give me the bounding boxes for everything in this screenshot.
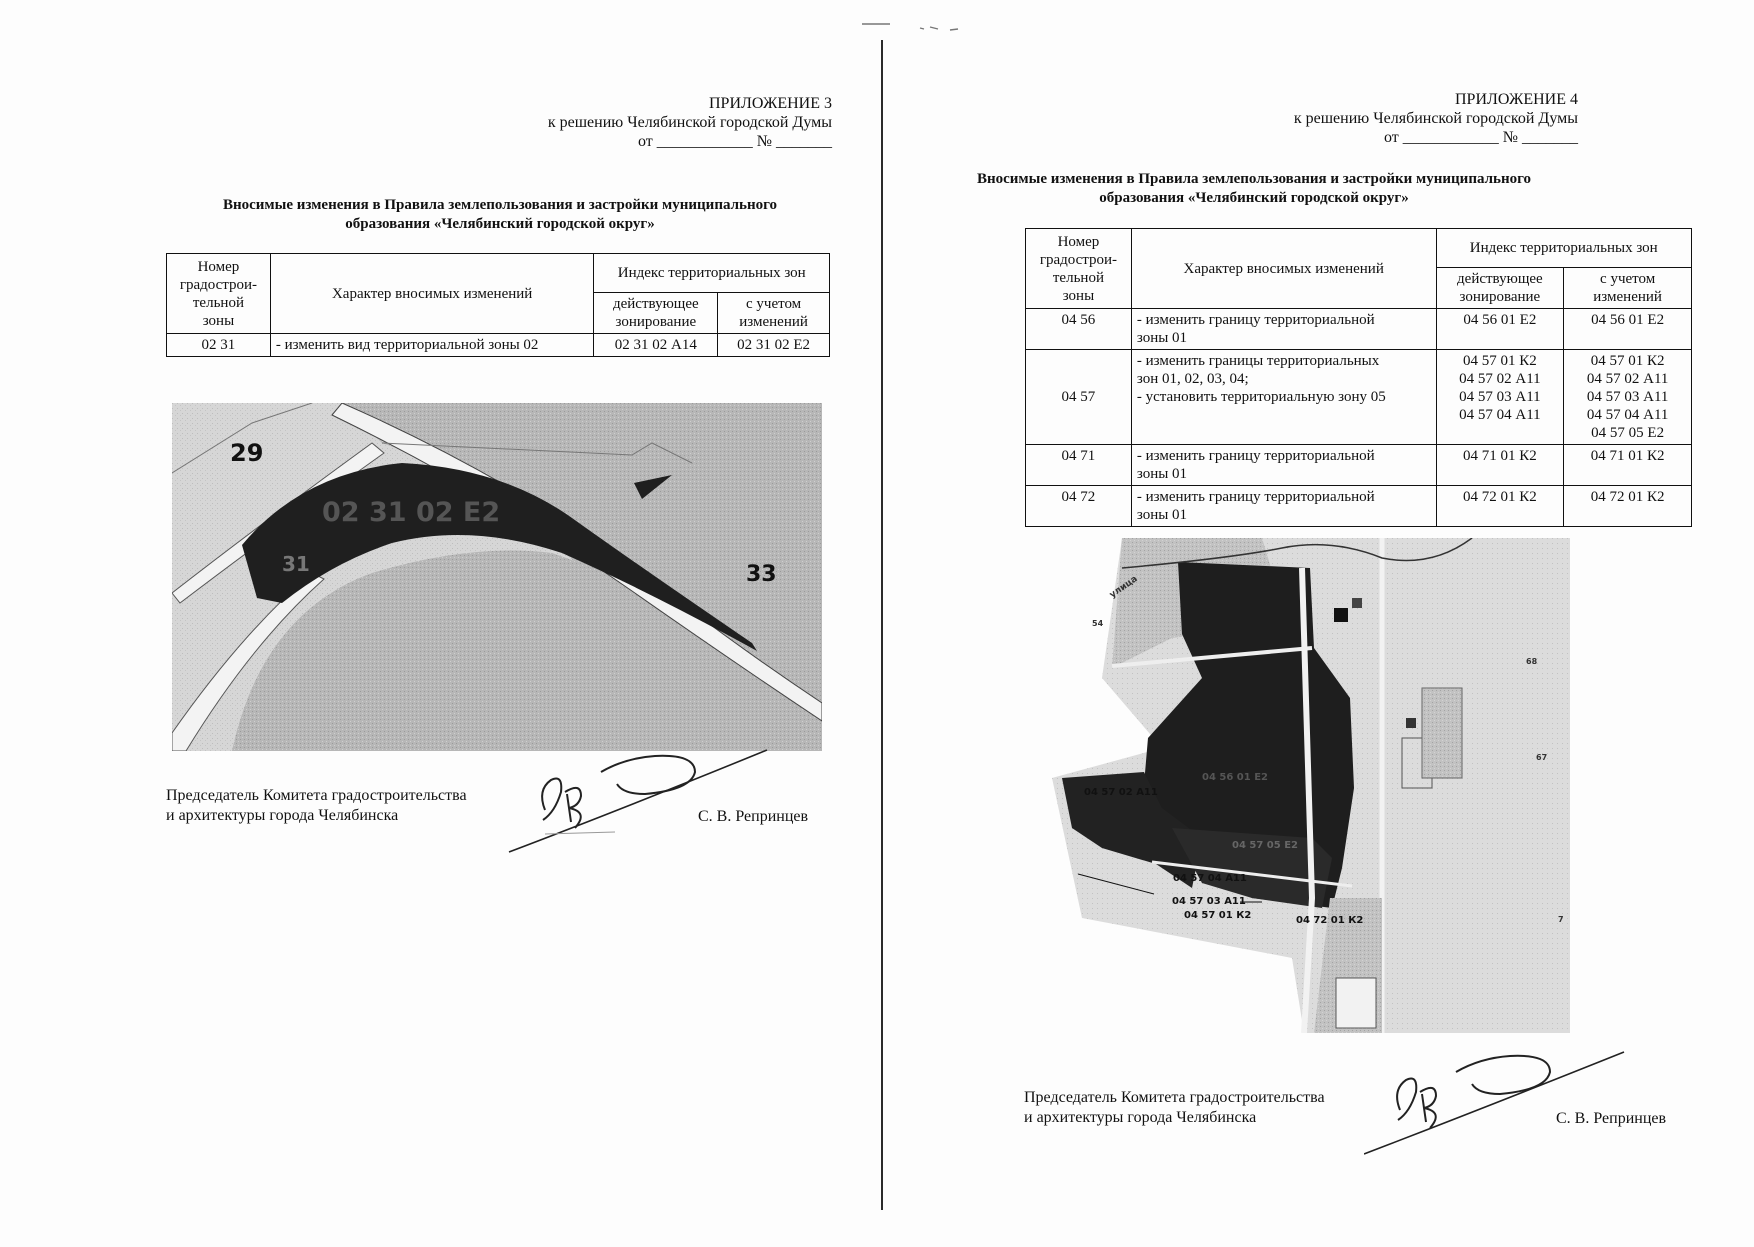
svg-text:улица: улица [1107,574,1140,601]
appendix-header [480,94,832,151]
header-change-nature: Характер вносимых изменений [270,254,594,334]
cell-line: 04 57 02 А11 [1459,371,1541,387]
map-label-54: 54 [1092,619,1104,628]
handwritten-signature [505,748,775,858]
map-callout-03-a11: 04 57 03 А11 [1172,896,1246,907]
signature-position: Председатель Комитета градостроительства [1024,1089,1325,1106]
changes-table [166,253,830,357]
map-callout-72-k2: 04 72 01 К2 [1296,915,1364,926]
header-zone-number [1026,229,1132,309]
appendix-header [1224,90,1578,147]
map-label-zone-e2: 04 56 01 Е2 [1202,772,1268,783]
signatory-name: С. В. Репринцев [698,808,809,825]
cell-line: 04 57 04 А11 [1459,407,1541,423]
cell-with-changes [1564,445,1692,486]
cell-line: тельной [1052,269,1104,286]
map-callout-04-a11: 04 57 04 А11 [1173,873,1247,884]
cell-line: 04 71 01 К2 [1590,448,1665,464]
header-zone-index: Индекс территориальных зон [1436,229,1692,268]
page-spine [881,40,883,1210]
map-label-zone-index: 02 31 02 Е2 [322,497,501,528]
map-label-68: 68 [1526,657,1538,666]
cell-line: 04 57 04 А11 [1586,407,1669,423]
map-callout-02-a11: 04 57 02 А11 [1084,787,1158,798]
cell-line: - изменить границы территориальных [1136,353,1380,369]
cell-line: изменений [739,314,808,330]
cell-line: 04 71 01 К2 [1462,448,1537,464]
table-body [1026,309,1692,527]
cell-line: 04 57 03 А11 [1586,389,1669,405]
cell-change-nature [1131,486,1436,527]
cell-current-zoning [1436,445,1564,486]
cell-change-nature [270,334,594,357]
signature-organization: и архитектуры города Челябинска [1024,1109,1257,1126]
cell-line: 04 57 02 А11 [1586,371,1669,387]
header-with-changes [718,293,830,334]
cell-with-changes [1564,350,1692,445]
appendix-decision: к решению Челябинской городской Думы [547,114,832,131]
appendix-title: ПРИЛОЖЕНИЕ 3 [708,95,832,112]
cell-with-changes [1564,309,1692,350]
heading-line: образования «Челябинский городской округ» [1099,190,1409,206]
cell-line: 04 72 01 К2 [1462,489,1537,505]
cell-line: зонирование [1459,289,1541,305]
cell-change-nature [1131,309,1436,350]
cell-line: зоны [1062,287,1095,304]
map-label-67: 67 [1536,753,1548,762]
cell-line: 04 72 01 К2 [1590,489,1665,505]
document-heading [150,196,850,234]
cell-line: с учетом [746,296,802,312]
cell-line: зонирование [615,314,697,330]
cell-line: зоны 01 [1136,330,1188,346]
cell-line: зон 01, 02, 03, 04; [1136,371,1249,387]
cell-line: - установить территориальную зону 05 [1136,389,1386,405]
map-label-zone-33: 33 [746,562,777,587]
appendix-title: ПРИЛОЖЕНИЕ 4 [1454,91,1578,108]
cell-line: 04 57 03 А11 [1459,389,1541,405]
table-body [167,334,830,357]
map-label-zone-29: 29 [230,439,264,467]
document-heading [904,170,1604,208]
cell-line: 04 56 01 Е2 [1591,312,1665,328]
appendix-date-number: от ____________ № _______ [637,133,832,150]
cell-line: действующее [612,296,699,312]
cell-line: 04 57 01 К2 [1462,353,1537,369]
map-label-7: 7 [1558,915,1564,924]
cell-line: 04 57 01 К2 [1590,353,1665,369]
cell-line: действующее [1457,271,1543,287]
cell-line: Номер [197,258,240,275]
map-callouts [884,760,1304,950]
signature-title [166,786,546,826]
cell-zone-number: 04 71 [1026,445,1132,486]
signature-position: Председатель Комитета градостроительства [166,787,467,804]
cell-line: тельной [192,294,244,311]
cell-line: с учетом [1600,271,1656,287]
cell-line: зоны [202,312,235,329]
table-row [1026,309,1692,350]
heading-line: Вносимые изменения в Правила землепользования и застройки муниципального [976,171,1532,187]
heading-line: образования «Челябинский городской округ» [345,216,655,232]
cell-zone-number: 04 72 [1026,486,1132,527]
appendix-date-number: от ____________ № _______ [1383,129,1578,146]
cell-line: 02 31 02 А14 [614,337,697,353]
heading-line: Вносимые изменения в Правила землепользования и застройки муниципального [222,197,778,213]
cell-current-zoning [1436,486,1564,527]
cell-change-nature [1131,445,1436,486]
cell-line: зоны 01 [1136,507,1188,523]
changes-table [1025,228,1692,527]
scan-artifact [860,20,980,34]
map-label-zone-31: 31 [282,552,310,576]
signatory-name: С. В. Репринцев [1556,1110,1667,1127]
table-row [1026,486,1692,527]
cell-current-zoning [1436,350,1564,445]
header-current-zoning [1436,268,1564,309]
cell-line: - изменить границу территориальной [1136,489,1375,505]
cell-line: 02 31 02 Е2 [737,337,811,353]
cell-with-changes [1564,486,1692,527]
signature-title [1024,1088,1404,1128]
cell-line: - изменить вид территориальной зоны 02 [275,337,539,353]
table-row [167,334,830,357]
zoning-map [172,403,822,751]
cell-line: 04 57 05 Е2 [1591,425,1665,441]
cell-line: градострои- [179,276,258,293]
cell-zone-number: 04 57 [1026,350,1132,445]
map-label-zone-05: 04 57 05 Е2 [1232,840,1298,851]
cell-current-zoning [594,334,718,357]
cell-current-zoning [1436,309,1564,350]
cell-line: градострои- [1039,251,1118,268]
cell-with-changes [718,334,830,357]
header-zone-number [167,254,271,334]
appendix-decision: к решению Челябинской городской Думы [1293,110,1578,127]
signature-organization: и архитектуры города Челябинска [166,807,399,824]
cell-line: зоны 01 [1136,466,1188,482]
cell-line: 04 56 01 Е2 [1463,312,1537,328]
cell-zone-number: 04 56 [1026,309,1132,350]
cell-change-nature [1131,350,1436,445]
header-current-zoning [594,293,718,334]
map-callout-01-k2: 04 57 01 К2 [1184,910,1252,921]
cell-line: - изменить границу территориальной [1136,312,1375,328]
table-row [1026,350,1692,445]
handwritten-signature [1364,1048,1634,1160]
cell-line: - изменить границу территориальной [1136,448,1375,464]
header-zone-index: Индекс территориальных зон [594,254,830,293]
cell-line: Номер [1057,233,1100,250]
cell-line: изменений [1593,289,1662,305]
table-row [1026,445,1692,486]
header-change-nature: Характер вносимых изменений [1131,229,1436,309]
cell-zone-number: 02 31 [167,334,271,357]
header-with-changes [1564,268,1692,309]
